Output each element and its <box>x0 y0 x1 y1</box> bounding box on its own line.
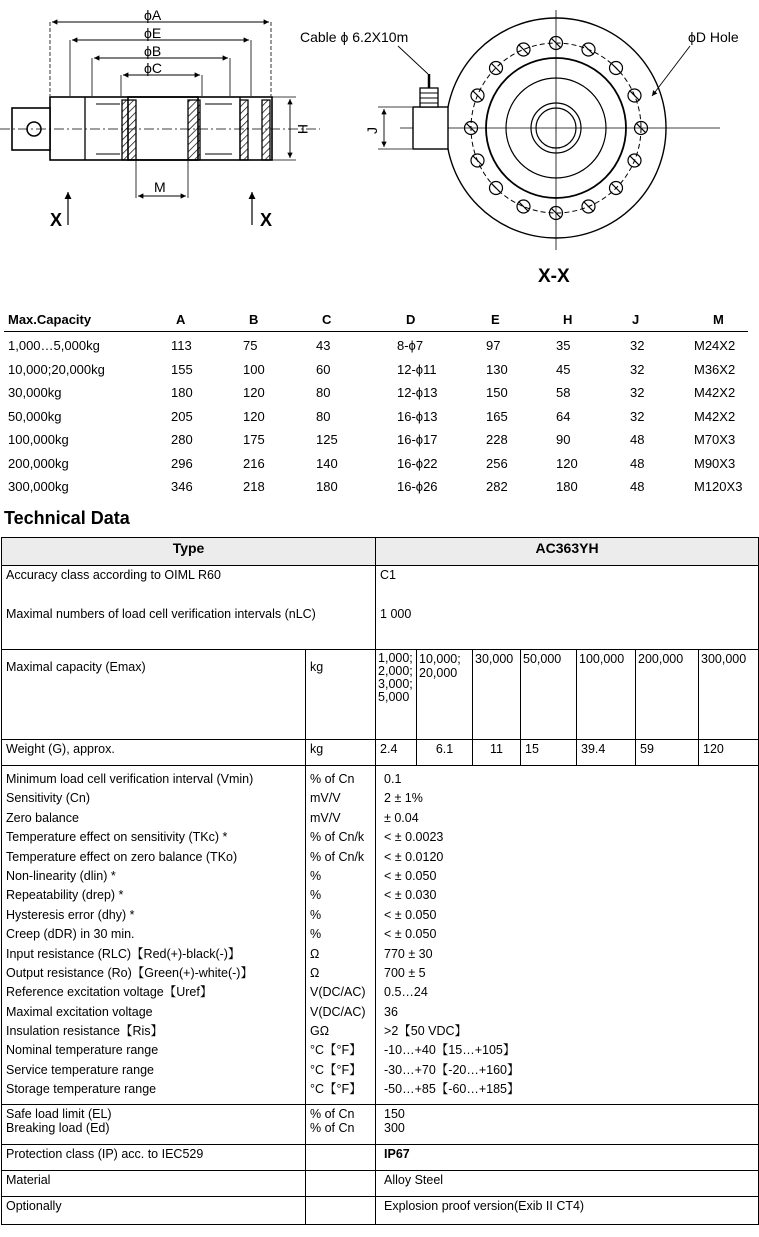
param-value: < ± 0.030 <box>384 888 437 903</box>
param-label: Temperature effect on sensitivity (TKc) * <box>6 830 228 845</box>
optionally-label: Optionally <box>2 1196 306 1224</box>
dimension-cell: 120 <box>556 455 578 471</box>
weight-1: 2.4 <box>376 740 417 766</box>
param-value: -30…+70【-20…+160】 <box>384 1062 520 1077</box>
dimension-cell: 150 <box>486 385 508 400</box>
param-label: Non-linearity (dlin) * <box>6 868 116 883</box>
param-unit: Ω <box>310 965 320 980</box>
dimension-cell: 16-ϕ26 <box>397 479 438 494</box>
param-value: < ± 0.050 <box>384 927 437 942</box>
param-unit: V(DC/AC) <box>310 1004 366 1019</box>
param-label: Output resistance (Ro)【Green(+)-white(-)】 <box>6 965 253 980</box>
dimension-cell: 90 <box>556 432 571 447</box>
dimension-cell: 282 <box>486 479 508 494</box>
capacity-2: 10,000; 20,000 <box>417 650 473 740</box>
param-value: 770 ± 30 <box>384 946 433 961</box>
dimension-cell: 1,000…5,000kg <box>8 338 100 353</box>
intervals-value: 1 000 <box>380 607 412 621</box>
params-units <box>306 766 376 1105</box>
dimension-cell: 43 <box>316 338 331 353</box>
dimension-cell: 75 <box>243 338 258 353</box>
dimension-cell: 58 <box>556 385 571 400</box>
dimension-cell: 180 <box>316 479 338 494</box>
param-label: Minimum load cell verification interval (Vmin) <box>6 772 254 786</box>
param-label: Temperature effect on zero balance (TKo) <box>6 849 238 864</box>
dimension-cell: 32 <box>630 361 645 377</box>
dimension-cell: 300,000kg <box>8 479 69 494</box>
dim-phi-e: ϕE <box>144 25 162 41</box>
param-label: Sensitivity (Cn) <box>6 791 91 806</box>
dim-phi-b: ϕB <box>144 43 162 59</box>
dimension-cell: 120 <box>243 385 265 400</box>
param-unit: % <box>310 888 322 903</box>
dimension-cell: 16-ϕ17 <box>397 432 438 447</box>
dimension-cell: 10,000;20,000kg <box>8 361 105 377</box>
accuracy-values <box>376 566 759 650</box>
dimension-cell: 30,000kg <box>8 385 62 400</box>
dimension-cell: 140 <box>316 455 338 471</box>
header-h: H <box>563 312 573 327</box>
weight-7: 120 <box>699 740 759 766</box>
dimension-cell: 32 <box>630 408 645 424</box>
dimension-row <box>0 362 759 384</box>
capacity-3: 30,000 <box>473 650 521 740</box>
material-value: Alloy Steel <box>376 1170 759 1196</box>
param-value: ± 0.04 <box>384 810 419 825</box>
header-rule <box>4 331 748 332</box>
load-limits-labels <box>2 1104 306 1144</box>
param-unit: °C【°F】 <box>310 1082 362 1097</box>
weight-4: 15 <box>521 740 577 766</box>
intervals-label: Maximal numbers of load cell verification intervals (nLC) <box>6 607 316 621</box>
dimension-cell: 180 <box>171 385 193 400</box>
dimension-cell: 80 <box>316 408 331 424</box>
dimension-cell: 130 <box>486 361 508 377</box>
param-value: 0.1 <box>384 772 402 786</box>
dimension-row <box>0 432 759 454</box>
param-unit: °C【°F】 <box>310 1043 362 1058</box>
weight-6: 59 <box>636 740 699 766</box>
param-unit: % <box>310 868 322 883</box>
section-mark-left: X <box>50 210 63 230</box>
param-unit: % <box>310 927 322 942</box>
dimension-cell: 12-ϕ13 <box>397 385 438 400</box>
capacity-5: 100,000 <box>577 650 636 740</box>
param-value: < ± 0.050 <box>384 868 437 883</box>
dimension-cell: 205 <box>171 408 193 424</box>
material-label: Material <box>2 1170 306 1196</box>
dimension-cell: 180 <box>556 479 578 494</box>
capacity-6: 200,000 <box>636 650 699 740</box>
weight-label: Weight (G), approx. <box>2 740 306 766</box>
dimension-row <box>0 409 759 431</box>
safe-load-label: Safe load limit (EL) <box>6 1106 112 1121</box>
weight-unit: kg <box>306 740 376 766</box>
param-value: -10…+40【15…+105】 <box>384 1043 516 1058</box>
dimension-cell: M42X2 <box>694 385 736 400</box>
capacity-7: 300,000 <box>699 650 759 740</box>
param-unit: °C【°F】 <box>310 1062 362 1077</box>
d-hole-label: ϕD Hole <box>688 29 739 45</box>
model-name: AC363YH <box>376 538 759 566</box>
header-e: E <box>491 312 500 327</box>
dim-phi-c: ϕC <box>144 60 162 76</box>
dimension-cell: 8-ϕ7 <box>397 338 424 353</box>
breaking-load-unit: % of Cn <box>310 1120 355 1135</box>
param-unit: GΩ <box>310 1024 330 1039</box>
optionally-value: Explosion proof version(Exib II CT4) <box>376 1196 759 1224</box>
dimension-cell: M90X3 <box>694 455 736 471</box>
param-unit: V(DC/AC) <box>310 985 366 1000</box>
section-title: X-X <box>538 266 570 287</box>
dimension-cell: 175 <box>243 432 265 447</box>
dimension-cell: 12-ϕ11 <box>397 361 437 377</box>
safe-load-unit: % of Cn <box>310 1106 355 1121</box>
technical-drawing <box>0 0 759 300</box>
section-view <box>378 10 720 250</box>
dimension-cell: 60 <box>316 361 331 377</box>
weight-2: 6.1 <box>417 740 473 766</box>
dimension-cell: 45 <box>556 361 571 377</box>
dimension-cell: 48 <box>630 479 645 494</box>
capacity-4: 50,000 <box>521 650 577 740</box>
safe-load-value: 150 <box>384 1106 405 1121</box>
optionally-unit-empty <box>306 1196 376 1224</box>
dimension-row <box>0 338 759 360</box>
protection-value: IP67 <box>376 1144 759 1170</box>
protection-label: Protection class (IP) acc. to IEC529 <box>2 1144 306 1170</box>
param-label: Insulation resistance【Ris】 <box>6 1024 164 1039</box>
dimension-cell: 280 <box>171 432 193 447</box>
dimension-row <box>0 456 759 478</box>
param-unit: mV/V <box>310 791 341 806</box>
param-value: < ± 0.050 <box>384 907 437 922</box>
params-labels <box>2 766 306 1105</box>
weight-3: 11 <box>473 740 521 766</box>
header-capacity: Max.Capacity <box>8 312 92 327</box>
param-unit: % of Cn <box>310 772 355 786</box>
dimension-cell: 16-ϕ22 <box>397 455 438 471</box>
param-unit: Ω <box>310 946 320 961</box>
param-value: 0.5…24 <box>384 985 428 1000</box>
param-unit: % <box>310 907 322 922</box>
dimension-cell: 113 <box>171 338 192 353</box>
param-label: Repeatability (drep) * <box>6 888 124 903</box>
dimension-cell: 228 <box>486 432 508 447</box>
type-header: Type <box>2 538 376 566</box>
load-limits-units <box>306 1104 376 1144</box>
dimension-cell: M36X2 <box>694 361 736 377</box>
dimension-cell: 218 <box>243 479 265 494</box>
dimension-cell: 16-ϕ13 <box>397 408 438 424</box>
dimension-cell: M120X3 <box>694 479 743 494</box>
capacity-1: 1,000; 2,000; 3,000; 5,000 <box>376 650 417 740</box>
dimension-cell: 200,000kg <box>8 455 69 471</box>
dimension-cell: 346 <box>171 479 193 494</box>
dimension-cell: 80 <box>316 385 331 400</box>
dimension-cell: 48 <box>630 455 645 471</box>
param-unit: % of Cn/k <box>310 830 365 845</box>
capacity-unit: kg <box>306 650 376 740</box>
param-label: Service temperature range <box>6 1062 154 1077</box>
param-label: Hysteresis error (dhy) * <box>6 907 135 922</box>
dimension-cell: 50,000kg <box>8 408 62 424</box>
param-unit: mV/V <box>310 810 341 825</box>
dim-h: H <box>295 124 311 135</box>
dim-m: M <box>154 179 166 195</box>
param-label: Maximal excitation voltage <box>6 1004 153 1019</box>
header-a: A <box>176 312 186 327</box>
param-value: 36 <box>384 1004 398 1019</box>
dimension-cell: 97 <box>486 338 501 353</box>
dimension-row <box>0 385 759 407</box>
dimension-cell: 100 <box>243 361 265 377</box>
header-d: D <box>406 312 416 327</box>
param-value: < ± 0.0023 <box>384 830 444 845</box>
dimension-cell: 296 <box>171 455 193 471</box>
header-m: M <box>713 312 724 327</box>
accuracy-block <box>2 566 376 650</box>
accuracy-value: C1 <box>380 568 396 582</box>
dimension-cell: M70X3 <box>694 432 736 447</box>
param-value: 2 ± 1% <box>384 791 423 806</box>
technical-data-title: Technical Data <box>4 508 130 528</box>
dimension-cell: 165 <box>486 408 508 424</box>
dimension-cell: 35 <box>556 338 571 353</box>
param-value: -50…+85【-60…+185】 <box>384 1082 520 1097</box>
dimension-cell: 100,000kg <box>8 432 69 447</box>
dimension-row <box>0 479 759 501</box>
protection-unit-empty <box>306 1144 376 1170</box>
dimension-cell: 216 <box>243 455 265 471</box>
technical-data-table <box>1 537 759 1225</box>
param-label: Reference excitation voltage【Uref】 <box>6 985 213 1000</box>
breaking-load-value: 300 <box>384 1120 405 1135</box>
params-values <box>376 766 759 1105</box>
capacity-label: Maximal capacity (Emax) <box>2 650 306 740</box>
header-j: J <box>632 312 640 327</box>
load-limits-values <box>376 1104 759 1144</box>
material-unit-empty <box>306 1170 376 1196</box>
dimension-cell: 155 <box>171 361 193 377</box>
dimension-cell: 120 <box>243 408 265 424</box>
dimension-cell: 64 <box>556 408 571 424</box>
param-unit: % of Cn/k <box>310 849 365 864</box>
header-b: B <box>249 312 259 327</box>
dimension-cell: 32 <box>630 385 645 400</box>
param-value: >2【50 VDC】 <box>384 1024 468 1039</box>
dimension-cell: M42X2 <box>694 408 736 424</box>
param-label: Input resistance (RLC)【Red(+)-black(-)】 <box>6 946 241 961</box>
dimension-cell: 32 <box>630 338 645 353</box>
cable-label: Cable ϕ 6.2X10m <box>300 29 409 45</box>
param-value: 700 ± 5 <box>384 965 426 980</box>
dimension-cell: 48 <box>630 432 645 447</box>
header-c: C <box>322 312 332 327</box>
breaking-load-label: Breaking load (Ed) <box>6 1120 110 1135</box>
weight-5: 39.4 <box>577 740 636 766</box>
dimension-cell: 256 <box>486 455 508 471</box>
param-label: Zero balance <box>6 810 79 825</box>
accuracy-label: Accuracy class according to OIML R60 <box>6 568 221 582</box>
param-label: Storage temperature range <box>6 1082 157 1097</box>
dim-j: J <box>364 127 380 134</box>
dim-phi-a: ϕA <box>144 7 162 23</box>
param-label: Nominal temperature range <box>6 1043 159 1058</box>
dimension-cell: 125 <box>316 432 338 447</box>
param-value: < ± 0.0120 <box>384 849 444 864</box>
dimension-cell: M24X2 <box>694 338 736 353</box>
param-label: Creep (dDR) in 30 min. <box>6 927 135 942</box>
section-mark-right: X <box>260 210 273 230</box>
